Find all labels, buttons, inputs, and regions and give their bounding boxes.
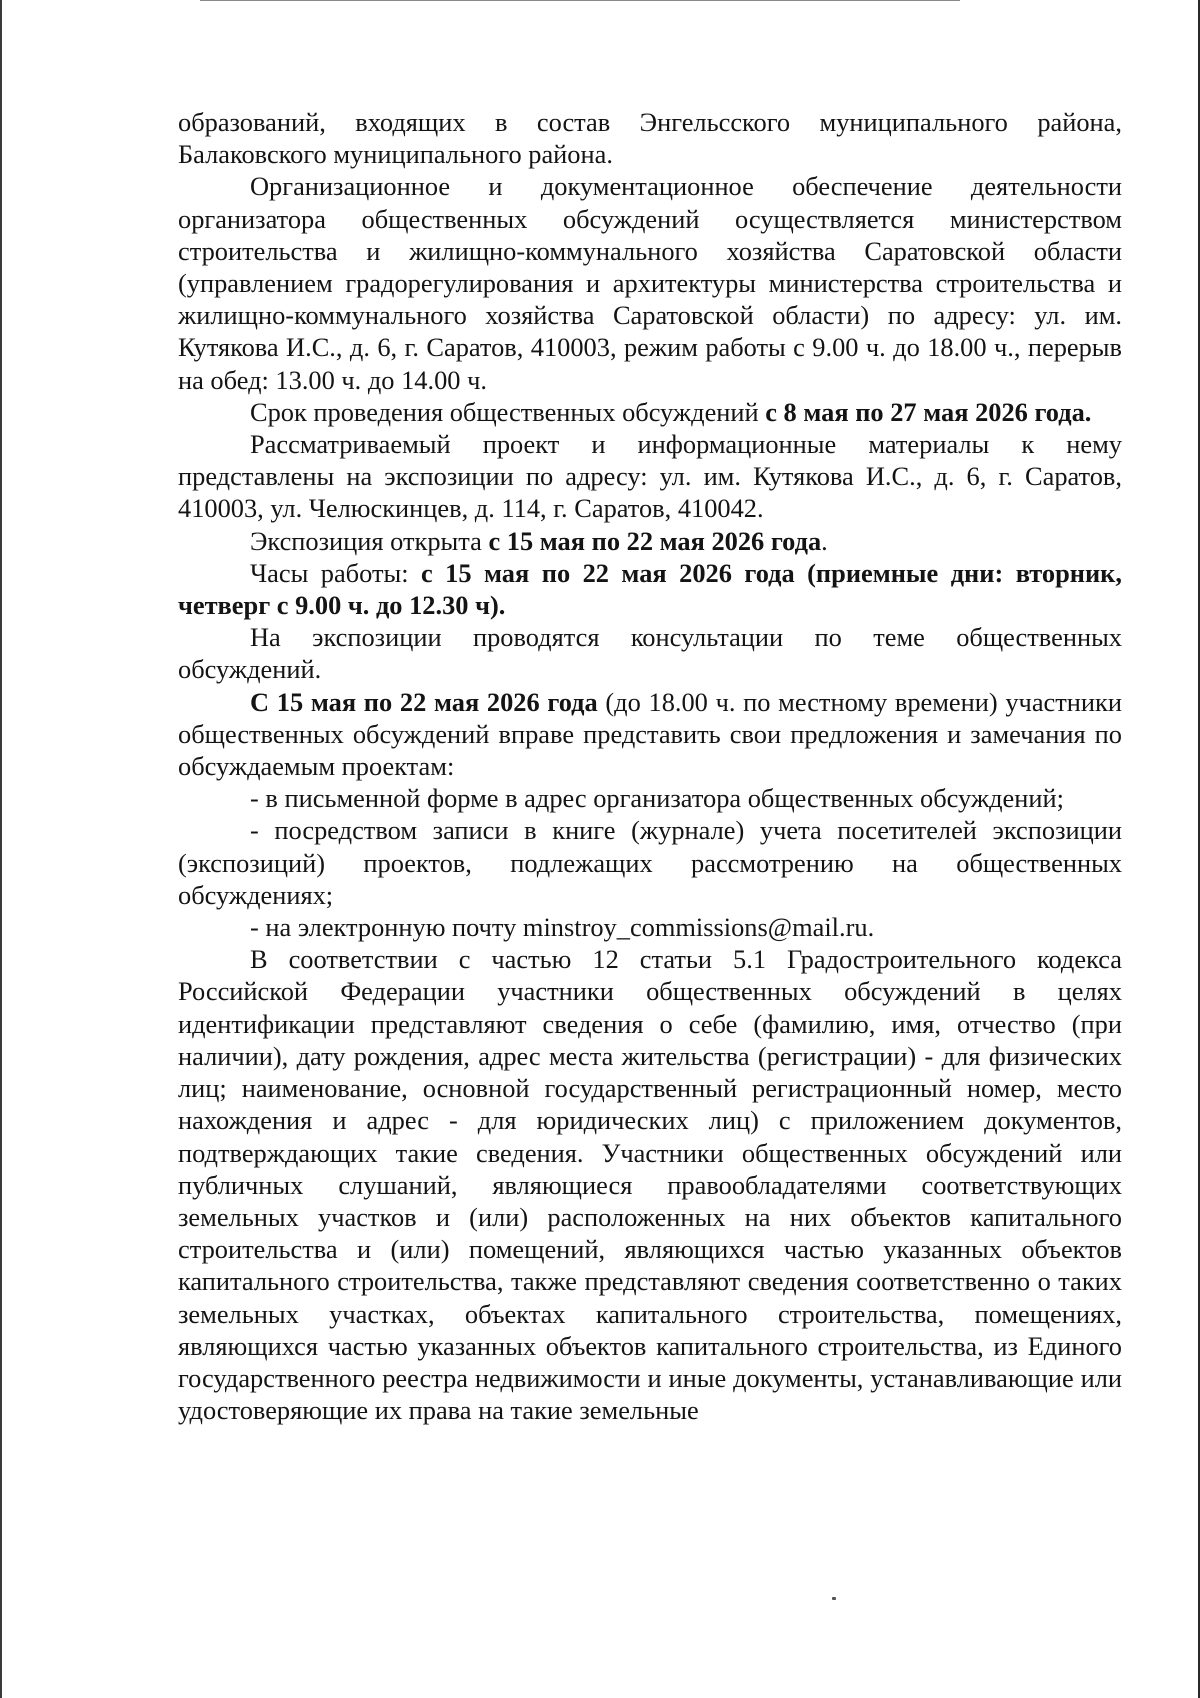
text-run: На экспозиции проводятся консультации по теме общественных обсуждений. [178,622,1122,685]
text-run: Срок проведения общественных обсуждений [250,396,766,427]
paragraph [178,557,1122,621]
paragraph [178,782,1122,814]
paragraph [178,943,1122,1426]
text-run: (до 18.00 ч. по местному времени) участники общественных обсуждений вправе представить свои предложения и замечания по обсуждаемым проектам: [178,686,1122,782]
text-run: Организационное и документационное обеспечение деятельности организатора общественных обсуждений осуществляется министерством строительства и жилищно-коммунального хозяйства Саратовской области (управлением градорегулирования и архитектуры министерства строительства и жилищно-коммунального хозяйства Саратовской области) по адресу: ул. им. Кутякова И.С., д. 6, г. Саратов, 410003, режим работы с 9.00 ч. до 18.00 ч., перерыв на обед: 13.00 ч. до 14.00 ч. [178,171,1122,395]
scan-border-left [0,0,2,1698]
scan-speck [832,1597,836,1600]
paragraph [178,428,1122,525]
scan-border-top [200,0,960,1]
text-run: . [821,525,828,556]
text-run: Часы работы: [250,557,421,588]
text-run: - на электронную почту minstroy_commissions@mail.ru. [250,912,875,943]
paragraph [178,106,1122,170]
paragraph [178,170,1122,395]
bold-text-run: с 8 мая по 27 мая 2026 года. [765,396,1092,427]
paragraph [178,911,1122,943]
paragraph [178,686,1122,783]
bold-text-run: С 15 мая по 22 мая 2026 года [250,686,598,717]
text-run: - посредством записи в книге (журнале) учета посетителей экспозиции (экспозиций) проектов, подлежащих рассмотрению на общественных обсуждениях; [178,815,1122,910]
text-run: - в письменной форме в адрес организатора общественных обсуждений; [250,783,1064,814]
paragraph [178,396,1122,428]
text-run: В соответствии с частью 12 статьи 5.1 Градостроительного кодекса Российской Федерации участники общественных обсуждений в целях идентификации представляют сведения о себе (фамилию, имя, отчество (при наличии), дату рождения, адрес места жительства (регистрации) - для физических лиц; наименование, основной государственный регистрационный номер, место нахождения и адрес - для юридических лиц) с приложением документов, подтверждающих такие сведения. Участники общественных обсуждений или публичных слушаний, являющиеся правообладателями соответствующих земельных участков и (или) расположенных на них объектов капитального строительства и (или) помещений, являющихся частью указанных объектов капитального строительства, также представляют сведения соответственно о таких земельных участках, объектах капитального строительства, помещениях, являющихся частью указанных объектов капитального строительства, из Единого государственного реестра недвижимости и иные документы, устанавливающие или удостоверяющие их права на такие земельные [178,944,1122,1426]
bold-text-run: с 15 мая по 22 мая 2026 года [488,525,822,556]
text-run: Экспозиция открыта [250,525,489,556]
document-body [178,106,1122,1426]
paragraph [178,814,1122,911]
paragraph [178,525,1122,557]
text-run: Рассматриваемый проект и информационные материалы к нему представлены на экспозиции по адресу: ул. им. Кутякова И.С., д. 6, г. Саратов, 410003, ул. Челюскинцев, д. 114, г. Саратов, 410042. [178,429,1122,524]
bold-text-run: с 15 мая по 22 мая 2026 года (приемные дни: вторник, четверг с 9.00 ч. до 12.30 ч). [178,557,1122,621]
text-run: образований, входящих в состав Энгельсского муниципального района, Балаковского муниципального района. [178,107,1122,170]
paragraph [178,621,1122,685]
